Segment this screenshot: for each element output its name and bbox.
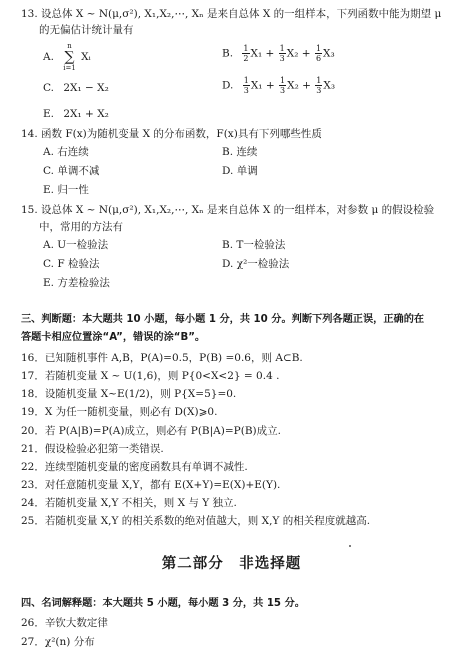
judge-item-25: 25．若随机变量 X,Y 的相关系数的绝对值越大，则 X,Y 的相关程度就越高.: [21, 515, 371, 527]
option-label: B.: [222, 47, 234, 60]
numerator: 1: [243, 76, 249, 85]
denominator: 6: [315, 54, 322, 63]
q14-option-b[interactable]: B. 连续: [222, 146, 258, 158]
sum-lower-limit: i=1: [63, 64, 76, 72]
q14-option-e[interactable]: E. 归一性: [43, 184, 89, 196]
q15-option-a[interactable]: A. U一检验法: [43, 239, 109, 251]
scan-speck: [349, 545, 351, 547]
section3-header-line1: 三、判断题：本大题共 10 小题，每小题 1 分，共 10 分。判断下列各题正误，正确的在: [21, 314, 425, 325]
term: X₁ +: [250, 79, 275, 92]
term-item-27: 27．χ²(n) 分布: [21, 636, 95, 648]
judge-item-21: 21．假设检验必犯第一类错误.: [21, 443, 164, 455]
judge-item-16: 16．已知随机事件 A,B，P(A)=0.5，P(B) =0.6，则 A⊂B.: [21, 352, 303, 364]
numerator: 1: [315, 44, 322, 53]
judge-item-19: 19．X 为任一随机变量，则必有 D(X)⩾0.: [21, 406, 218, 418]
q13-option-c[interactable]: [43, 82, 109, 94]
q14-option-a[interactable]: A. 右连续: [43, 146, 89, 158]
term-item-26: 26．辛钦大数定律: [21, 617, 108, 629]
q13-stem-line2: 的无偏估计统计量有: [39, 24, 134, 36]
q15-option-e[interactable]: E. 方差检验法: [43, 277, 110, 289]
part2-title: 第二部分 非选择题: [161, 556, 302, 572]
q14-option-d[interactable]: D. 单调: [222, 165, 258, 177]
q13-option-e[interactable]: [43, 108, 109, 120]
denominator: 3: [243, 86, 249, 95]
q13-option-b[interactable]: [222, 44, 335, 63]
judge-item-24: 24．若随机变量 X,Y 不相关，则 X 与 Y 独立.: [21, 497, 237, 509]
fraction: [315, 44, 322, 63]
q15-option-c[interactable]: C. F 检验法: [43, 258, 100, 270]
fraction: [279, 44, 286, 63]
section3-header-line2: 答题卡相应位置涂“A”，错误的涂“B”。: [21, 332, 206, 343]
q15-option-b[interactable]: B. T一检验法: [222, 239, 286, 251]
q13-option-a[interactable]: [43, 42, 91, 72]
term: X₂ +: [286, 47, 311, 60]
judge-item-18: 18．设随机变量 X~E(1/2)，则 P{X=5}=0.: [21, 388, 237, 400]
numerator: 1: [316, 76, 322, 85]
option-label: C.: [43, 82, 54, 94]
q15-stem-line1: 15. 设总体 X ~ N(μ,σ²), X₁,X₂,⋯, Xₙ 是来自总体 X 的一组样本，对参数 μ 的假设检验: [21, 204, 435, 216]
fraction: [242, 44, 249, 63]
denominator: 3: [316, 86, 322, 95]
judge-item-23: 23．对任意随机变量 X,Y，都有 E(X+Y)=E(X)+E(Y).: [21, 479, 281, 491]
q15-stem-line2: 中，常用的方法有: [39, 221, 123, 233]
term: X₃: [323, 47, 335, 60]
option-text: 2X₁ − X₂: [63, 82, 109, 94]
option-text: 2X₁ + X₂: [63, 108, 109, 120]
option-label: A.: [43, 51, 54, 63]
q13-option-d[interactable]: [222, 76, 335, 95]
option-label: E.: [43, 108, 55, 120]
denominator: 2: [243, 54, 249, 63]
q14-option-c[interactable]: C. 单调不减: [43, 165, 100, 177]
q14-stem: 14. 函数 F(x)为随机变量 X 的分布函数，F(x)具有下列哪些性质: [21, 128, 322, 140]
numerator: 1: [279, 44, 285, 53]
judge-item-22: 22．连续型随机变量的密度函数具有单调不减性.: [21, 461, 248, 473]
sum-upper-limit: n: [67, 42, 72, 50]
option-term: Xᵢ: [81, 51, 91, 63]
q13-stem-line1: 13. 设总体 X ~ N(μ,σ²), X₁,X₂,⋯, Xₙ 是来自总体 X 的一组样本，下列函数中能为期望 μ: [21, 8, 442, 20]
term: X₃: [323, 79, 336, 92]
fraction: [243, 76, 250, 95]
section4-header: 四、名词解释题：本大题共 5 小题，每小题 3 分，共 15 分。: [21, 598, 305, 609]
option-label: D.: [222, 79, 234, 92]
term: X₂ +: [287, 79, 311, 92]
fraction: [315, 76, 322, 95]
sigma-icon: ∑: [64, 49, 75, 65]
judge-item-20: 20．若 P(A|B)=P(A)成立，则必有 P(B|A)=P(B)成立.: [21, 425, 281, 437]
denominator: 3: [280, 86, 286, 95]
summation-symbol: [63, 42, 76, 72]
judge-item-17: 17．若随机变量 X ~ U(1,6)，则 P{0<X<2} = 0.4 .: [21, 370, 280, 382]
term: X₁ +: [250, 47, 275, 60]
numerator: 1: [280, 76, 286, 85]
numerator: 1: [243, 44, 249, 53]
fraction: [279, 76, 286, 95]
q15-option-d[interactable]: D. χ²一检验法: [222, 258, 290, 270]
denominator: 3: [279, 54, 285, 63]
